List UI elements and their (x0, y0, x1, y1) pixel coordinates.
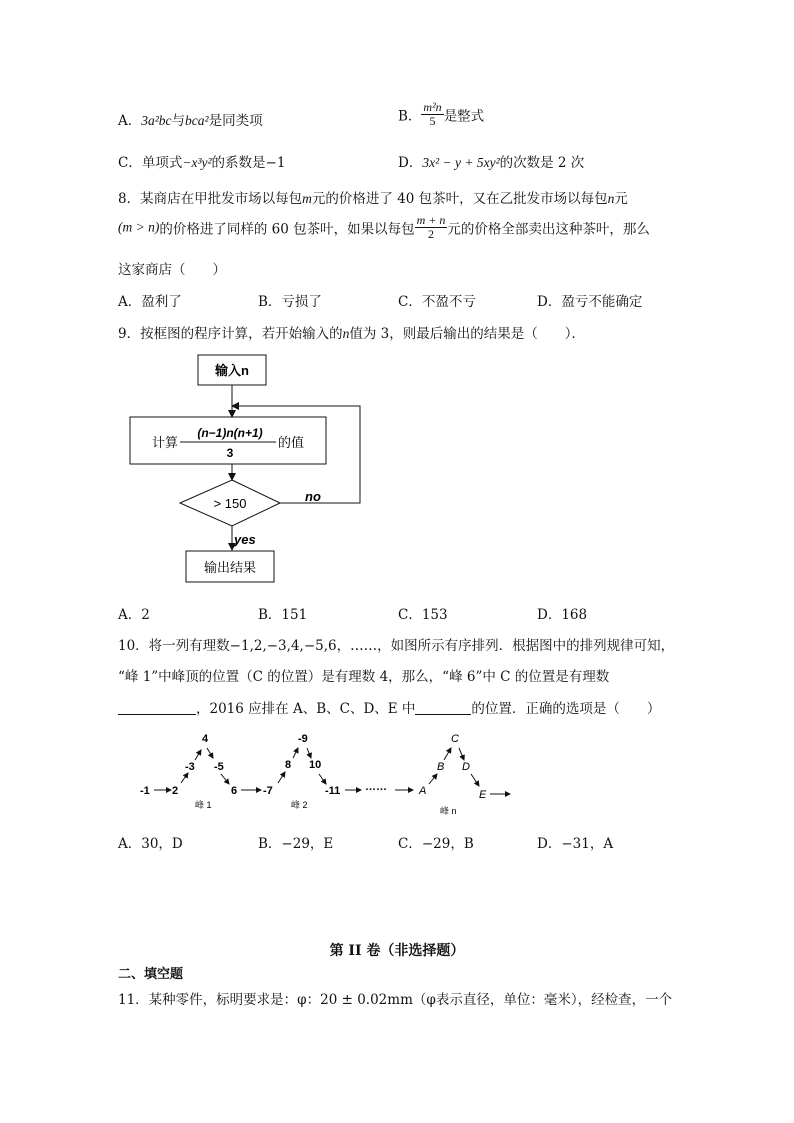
peakn-b: B (437, 761, 445, 773)
flow-no-label: no (305, 489, 321, 504)
flow-calc-denominator: 3 (226, 446, 234, 460)
peak2-value: -11 (325, 785, 341, 797)
q9-option-c: C．153 (398, 607, 448, 623)
q10-peak-diagram (135, 728, 515, 818)
section-heading: 二、填空题 (118, 967, 184, 982)
q9-option-a: A．2 (118, 607, 150, 623)
q9-option-d: D．168 (537, 607, 588, 623)
peak2-value: 8 (285, 759, 292, 771)
ellipsis: …… (365, 781, 387, 793)
q7-option-c: C．单项式−x³y²的系数是−1 (118, 155, 286, 171)
peak2-label: 峰 2 (291, 800, 308, 810)
answer-blank-1[interactable] (118, 702, 196, 715)
q8-option-b: B．亏损了 (258, 294, 322, 310)
peak1-value: 6 (231, 785, 238, 797)
peak1-value: -3 (185, 761, 195, 773)
part-title: 第 II 卷（非选择题） (329, 943, 465, 959)
peak1-label: 峰 1 (195, 800, 212, 810)
q8-line-3: 这家商店（ ） (118, 262, 226, 278)
q10-line-1: 10．将一列有理数−1,2,−3,4,−5,6，……，如图所示有序排列．根据图中的排列规律可知， (118, 638, 675, 654)
q10-option-c: C．−29，B (398, 836, 474, 852)
peak1-value: -1 (140, 785, 150, 797)
flow-condition-text: > 150 (213, 496, 247, 511)
q9-flowchart (120, 350, 380, 590)
q8-option-c: C．不盈不亏 (398, 294, 476, 310)
q10-option-a: A．30，D (118, 836, 183, 852)
q10-option-b: B．−29，E (258, 836, 334, 852)
peak2-value: 10 (309, 759, 322, 771)
q7-option-d: D．3x² − y + 5xy²的次数是 2 次 (398, 155, 585, 171)
q10-line-2: “峰 1”中峰顶的位置（C 的位置）是有理数 4，那么，“峰 6”中 C 的位置是有理数 (118, 669, 610, 685)
answer-blank-2[interactable] (415, 702, 471, 715)
q7-option-b: B． $\frac{\text{m²n}}{5}$ 是整式 (398, 100, 485, 128)
q8-line-1: 8．某商店在甲批发市场以每包m元的价格进了 40 包茶叶，又在乙批发市场以每包n元 (118, 191, 628, 207)
q9-option-b: B．151 (258, 607, 308, 623)
q8-line-2: (m > n)的价格进了同样的 60 包茶叶，如果以每包 $\frac{m + n}{2}$ 元的价格全部卖出这种茶叶，那么 (118, 213, 650, 241)
q8-option-d: D．盈亏不能确定 (537, 294, 643, 310)
peakn-e: E (479, 789, 487, 801)
q8-option-a: A．盈利了 (118, 294, 182, 310)
peak1-peak-value: 4 (202, 733, 209, 745)
q9-stem: 9．按框图的程序计算，若开始输入的n值为 3，则最后输出的结果是（ ）． (118, 326, 585, 342)
peak2-value: -7 (263, 785, 273, 797)
flow-yes-label: yes (234, 532, 256, 547)
q10-option-d: D．−31，A (537, 836, 614, 852)
flow-calc-prefix: 计算 (151, 435, 178, 450)
flow-output-text: 输出结果 (203, 560, 257, 575)
q10-line-3: ，2016 应排在 A、B、C、D、E 中 的位置．正确的选项是（ ） (118, 697, 660, 717)
flow-calc-numerator: (n−1)n(n+1) (197, 426, 263, 440)
peak1-value: 2 (172, 785, 179, 797)
peakn-label: 峰 n (440, 806, 457, 816)
peakn-c: C (451, 733, 459, 745)
peakn-d: D (462, 761, 470, 773)
peak2-peak-value: -9 (298, 733, 308, 745)
flow-input-text: 输入n (215, 363, 249, 378)
q7-option-a: A．3a²bc与bca²是同类项 (118, 113, 263, 129)
flow-calc-suffix: 的值 (278, 435, 305, 450)
peak1-value: -5 (214, 761, 224, 773)
q11-stem: 11．某种零件，标明要求是：φ：20 ± 0.02mm（φ表示直径，单位：毫米），经检查，一个 (118, 992, 673, 1008)
peakn-a: A (419, 785, 427, 797)
